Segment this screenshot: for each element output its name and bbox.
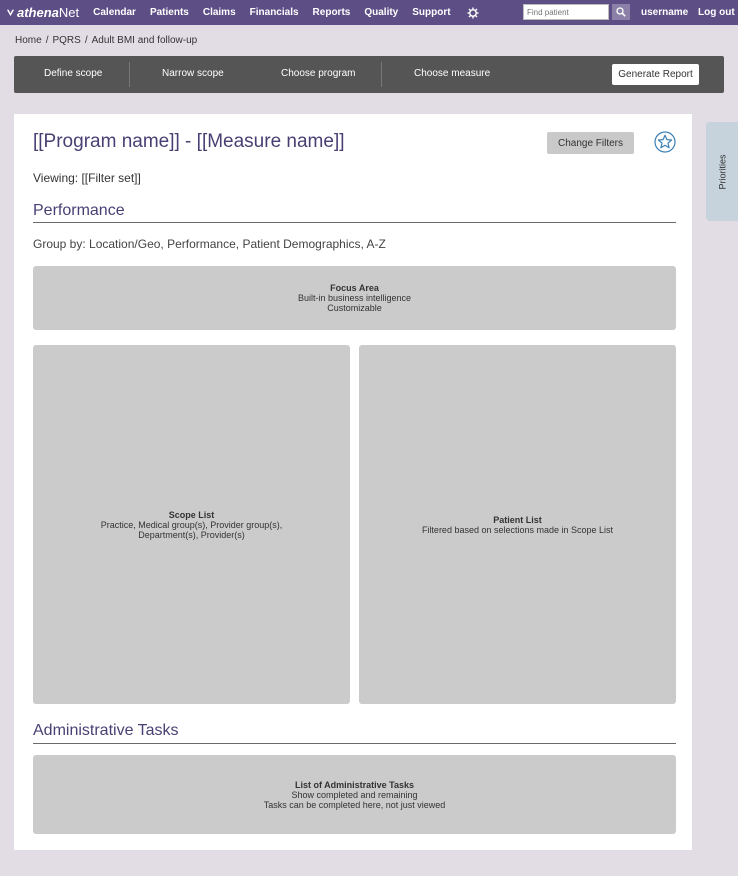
breadcrumb-pqrs[interactable]: PQRS — [52, 35, 81, 46]
focus-area-line: Built-in business intelligence — [297, 293, 412, 303]
step-choose-program[interactable]: Choose program — [281, 68, 356, 79]
viewing-filter-set: Viewing: [[Filter set]] — [33, 171, 141, 185]
patient-list-title: Patient List — [493, 514, 542, 525]
patient-search — [523, 4, 630, 20]
logo-text-athena: athena — [17, 5, 59, 20]
scope-list-line: Practice, Medical group(s), Provider group(s), — [100, 519, 283, 530]
breadcrumb-current: Adult BMI and follow-up — [91, 35, 198, 46]
breadcrumb-home[interactable]: Home — [15, 35, 42, 46]
scope-list-line: Department(s), Provider(s) — [138, 529, 245, 540]
nav-support[interactable]: Support — [412, 7, 451, 18]
breadcrumb-separator: / — [84, 35, 88, 46]
nav-claims[interactable]: Claims — [202, 7, 236, 18]
step-divider — [381, 62, 382, 87]
patient-list-panel — [359, 345, 676, 704]
breadcrumb-separator: / — [45, 35, 49, 46]
scope-list-panel — [33, 345, 350, 704]
step-define-scope[interactable]: Define scope — [44, 68, 103, 79]
priorities-label: Priorities — [717, 153, 728, 190]
focus-area-title: Focus Area — [330, 283, 379, 293]
scope-list-title: Scope List — [168, 509, 215, 520]
report-card — [14, 114, 692, 850]
search-button[interactable] — [612, 4, 630, 20]
administrative-tasks-divider — [33, 743, 676, 744]
nav-financials[interactable]: Financials — [249, 7, 299, 18]
main-menu — [93, 7, 464, 18]
username-link[interactable]: username — [641, 7, 689, 18]
search-icon — [616, 7, 626, 17]
nav-patients[interactable]: Patients — [149, 7, 189, 18]
step-choose-measure[interactable]: Choose measure — [414, 68, 491, 79]
administrative-tasks-title: List of Administrative Tasks — [294, 779, 415, 790]
find-patient-input[interactable] — [523, 4, 609, 20]
logout-link[interactable]: Log out — [698, 7, 735, 18]
nav-quality[interactable]: Quality — [364, 7, 399, 18]
focus-area-panel — [33, 266, 676, 330]
administrative-tasks-line: Show completed and remaining — [291, 789, 418, 800]
logo-text-net: Net — [58, 5, 80, 20]
change-filters-button[interactable]: Change Filters — [547, 132, 634, 154]
gear-icon[interactable] — [467, 7, 479, 19]
nav-reports[interactable]: Reports — [312, 7, 351, 18]
patient-list-line: Filtered based on selections made in Scope List — [421, 524, 614, 535]
performance-divider — [33, 222, 676, 223]
priorities-tab[interactable] — [706, 122, 738, 221]
page-title: [[Program name]] - [[Measure name]] — [33, 131, 345, 152]
athenanet-logo[interactable] — [6, 5, 79, 20]
leaf-icon — [6, 8, 15, 17]
breadcrumb — [15, 35, 197, 46]
focus-area-line: Customizable — [327, 303, 382, 313]
step-divider — [129, 62, 130, 87]
step-narrow-scope[interactable]: Narrow scope — [162, 68, 224, 79]
generate-report-button[interactable]: Generate Report — [612, 64, 699, 85]
administrative-tasks-heading: Administrative Tasks — [33, 722, 179, 739]
administrative-tasks-panel — [33, 755, 676, 834]
group-by-options: Group by: Location/Geo, Performance, Patient Demographics, A-Z — [33, 237, 386, 251]
performance-heading: Performance — [33, 202, 125, 219]
nav-calendar[interactable]: Calendar — [93, 7, 136, 18]
report-wizard-bar — [14, 56, 724, 93]
top-nav-bar — [0, 0, 738, 25]
favorite-star-icon[interactable] — [654, 131, 676, 153]
administrative-tasks-line: Tasks can be completed here, not just viewed — [263, 799, 446, 810]
priorities-label-wrap — [706, 122, 738, 221]
